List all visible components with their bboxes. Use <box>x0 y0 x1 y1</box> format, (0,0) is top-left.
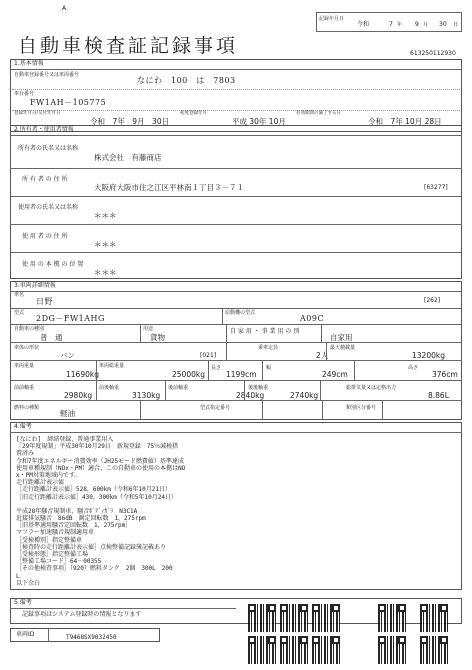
footer-note: 記録事項はシステム登録時の情報となります <box>22 611 142 618</box>
page-title: 自動車検査証記録事項 <box>18 35 239 57</box>
user-address: ＊＊＊ <box>94 240 117 249</box>
remark-line: x・PM対策地域内です。 <box>16 471 81 479</box>
remark-line <box>16 501 456 508</box>
plate-number: なにわ 100 は 7803 <box>137 76 236 85</box>
owner-name: 株式会社 有藤商店 <box>94 153 162 162</box>
height: 376cm <box>432 370 458 379</box>
remark-line: 近接排気騒音 86dB 測定回転数 1，275rpm <box>16 515 146 523</box>
remark-line: ［受検種別］指定整備車 <box>16 536 83 544</box>
qr-code-5 <box>420 604 448 632</box>
remark-line: ［その他検査事項］（920）燃料タンク 2個 300L 200 <box>16 565 173 573</box>
vehicle-use: 貨物 <box>150 333 165 342</box>
vehicle-model: 2DG－FW1AHG <box>36 314 105 323</box>
length: 1199cm <box>226 370 257 379</box>
remark-line: ［旧基準適用騒音定回転数 1，275rpm］ <box>16 522 132 530</box>
remark-line: ［旧走行距離計表示値］430，300km（令和5年10月24日） <box>16 493 177 501</box>
body-code: [021] <box>200 352 217 359</box>
record-date-day: 30 <box>439 21 447 28</box>
registration-date: 令和 7年 9月 30日 <box>90 117 170 126</box>
owner-address: 大阪府大阪市住之江区平林南１丁目３－７１ <box>94 183 244 192</box>
qr-code-10 <box>420 636 448 664</box>
fuel-type: 軽油 <box>60 409 75 418</box>
qr-code-1 <box>248 604 276 632</box>
remark-line: 以下余白 <box>16 579 41 587</box>
record-date-label: 記録年月日 <box>319 16 345 22</box>
vehicle-kind: 普 通 <box>40 333 63 342</box>
width: 249cm <box>322 370 348 379</box>
remark-line: 置済み <box>16 450 35 458</box>
record-date-year: 7 <box>389 21 393 28</box>
remark-line: 平成28年騒音規制車、騒音ﾎﾞﾃﾞｨｶﾞﾗ N3C1A <box>16 507 138 515</box>
axle-fr: 3130kg <box>132 391 161 400</box>
remark-line: 使用車種規制（NOx・PM）適合、この自動車の使用の本拠はNO <box>16 464 186 472</box>
remark-line: [なにわ] 締結登録、普通事業用入 <box>16 436 114 443</box>
doc-number: 613250112930 <box>410 50 456 57</box>
axle-ff: 2980kg <box>64 391 93 400</box>
first-registration: 平成 30年 10月 <box>232 117 286 126</box>
remark-line: 走行距離計表示値 <box>16 479 65 487</box>
section2-header: 2.所有者・使用者情報 <box>14 126 74 133</box>
body-shape: バン <box>60 351 75 360</box>
remark-line: ［走行距離計表示値］528，600km（令和6年10月21日） <box>16 486 171 494</box>
remark-line: ［整備工場コード］64－00355 <box>16 558 102 566</box>
section4-header: 4.備考 <box>14 423 32 430</box>
displacement: 8.86L <box>428 391 449 400</box>
axle-rr: 2740kg <box>290 391 319 400</box>
qr-code-7 <box>280 636 308 664</box>
qr-code-3 <box>312 604 340 632</box>
vehicle-id-value: T9468SX9032450 <box>66 634 117 641</box>
remark-line: マフラー加速騒音規制適用車 <box>16 529 95 537</box>
qr-code-4 <box>378 604 406 632</box>
remark-line: L <box>16 572 20 580</box>
section3-header: 3.車両詳細情報 <box>14 282 56 289</box>
private-business: 自家用 <box>330 333 353 342</box>
remark-line: ［検査時の走行距離計表示値］点検整備記録簿記載あり <box>16 543 167 551</box>
expiry-date: 令和 7年 10月 28日 <box>368 117 442 126</box>
axle-rf: 2840kg <box>236 391 265 400</box>
remarks-notes <box>16 436 456 587</box>
vehicle-weight: 11690kg <box>66 370 99 379</box>
capacity: 2人 <box>316 351 329 360</box>
qr-code-9 <box>378 636 406 664</box>
engine-model: A09C <box>300 314 325 323</box>
remark-line: 「29年度規制」平成30年10月29日 新規登録 75％減税措 <box>16 443 179 451</box>
make-code: [262] <box>424 297 441 304</box>
remark-line: ［受検形態］指定整備工場 <box>16 551 89 558</box>
gross-weight: 25000kg <box>172 370 205 379</box>
record-date-box: 記録年月日 令和 7 年 9 月 30 日 <box>316 12 462 32</box>
owner-address-code: [63277] <box>424 184 448 191</box>
remark-line: 令和7年度エネルギー消費効率（JH25モード燃費値）基準達成 <box>16 457 184 465</box>
base-location: ＊＊＊ <box>94 268 117 277</box>
chassis-number: FW1AH－105775 <box>30 98 107 107</box>
qr-code-2 <box>280 604 308 632</box>
section1-header: 1.基本情報 <box>14 60 44 67</box>
corner-mark: A <box>62 5 67 12</box>
qr-code-8 <box>312 636 340 664</box>
section5-header: 5.備考 <box>14 599 32 606</box>
user-name: ＊＊＊ <box>94 211 117 220</box>
max-load: 13200kg <box>412 351 445 360</box>
record-date-era: 令和 <box>357 21 370 28</box>
vehicle-id-label: 車両ID <box>16 631 35 638</box>
record-date-month: 9 <box>415 21 419 28</box>
qr-code-6 <box>248 636 276 664</box>
vehicle-make: 日野 <box>36 297 53 306</box>
